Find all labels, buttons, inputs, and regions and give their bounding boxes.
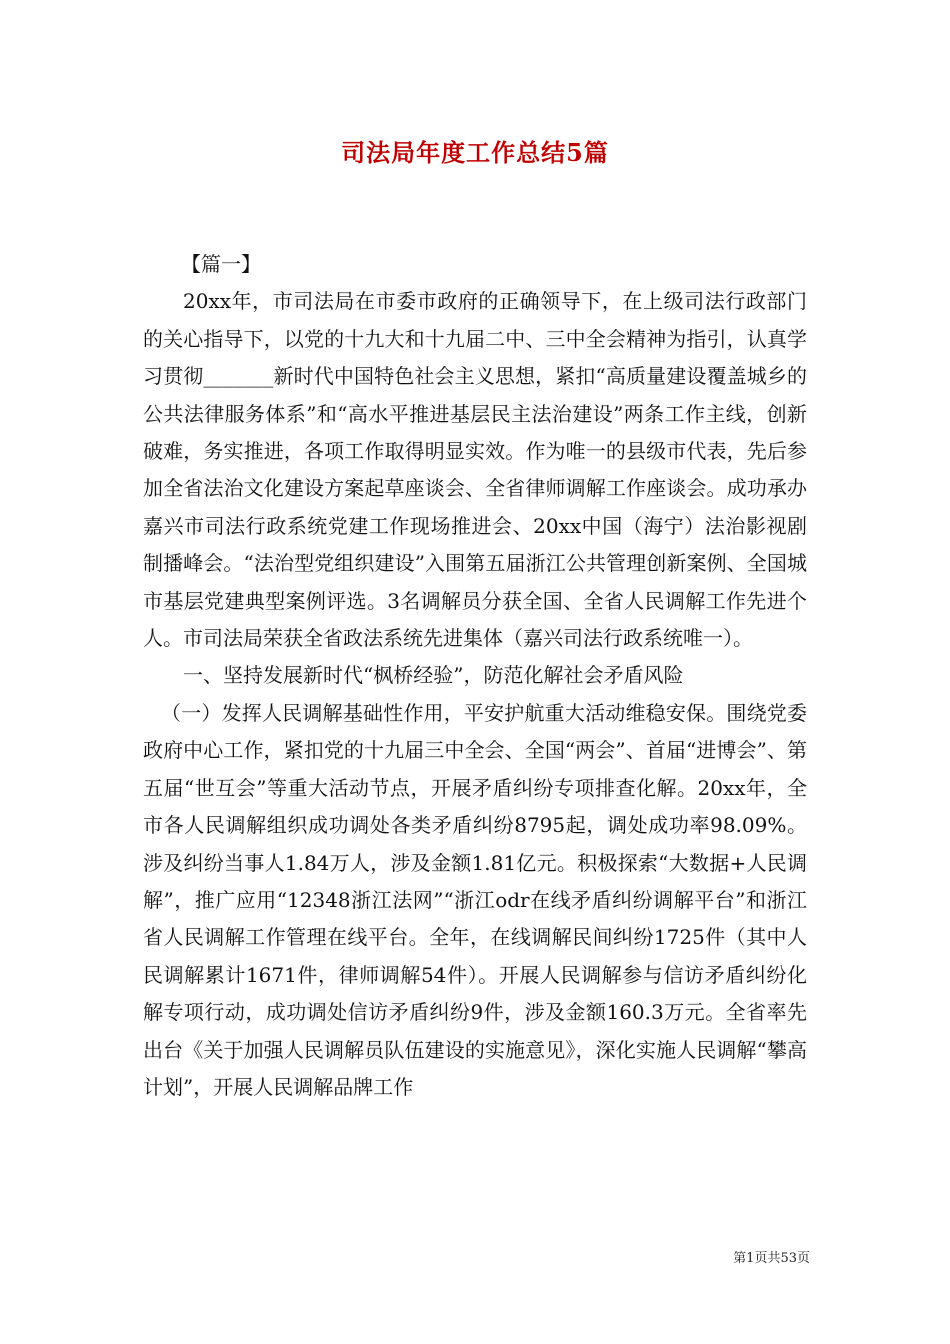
document-body	[143, 246, 807, 1106]
paragraph-intro: 20xx年，市司法局在市委市政府的正确领导下，在上级司法行政部门的关心指导下，以党的十九大和十九届二中、三中全会精神为指引，认真学习贯彻_______新时代中国特色社会主义思想，紧扣“高质量建设覆盖城乡的公共法律服务体系”和“高水平推进基层民主法治建设”两条工作主线，创新破难，务实推进，各项工作取得明显实效。作为唯一的县级市代表，先后参加全省法治文化建设方案起草座谈会、全省律师调解工作座谈会。成功承办嘉兴市司法行政系统党建工作现场推进会、20xx中国（海宁）法治影视剧制播峰会。“法治型党组织建设”入围第五届浙江公共管理创新案例、全国城市基层党建典型案例评选。3名调解员分获全国、全省人民调解工作先进个人。市司法局荣获全省政法系统先进集体（嘉兴司法行政系统唯一）。	[143, 289, 807, 651]
section-heading-1: 一、坚持发展新时代“枫桥经验”，防范化解社会矛盾风险	[183, 663, 684, 688]
page-number: 第1页共53页	[733, 1251, 810, 1266]
document-title: 司法局年度工作总结5篇	[341, 138, 609, 167]
paragraph-mediation: （一）发挥人民调解基础性作用，平安护航重大活动维稳安保。围绕党委政府中心工作，紧扣党的十九届三中全会、全国“两会”、首届“进博会”、第五届“世互会”等重大活动节点，开展矛盾纠纷专项排查化解。20xx年，全市各人民调解组织成功调处各类矛盾纠纷8795起，调处成功率98.09%。涉及纠纷当事人1.84万人，涉及金额1.81亿元。积极探索“大数据+人民调解”，推广应用“12348浙江法网”“浙江odr在线矛盾纠纷调解平台”和浙江省人民调解工作管理在线平台。全年，在线调解民间纠纷1725件（其中人民调解累计1671件，律师调解54件）。开展人民调解参与信访矛盾纠纷化解专项行动，成功调处信访矛盾纠纷9件，涉及金额160.3万元。全省率先出台《关于加强人民调解员队伍建设的实施意见》，深化实施人民调解“攀高计划”，开展人民调解品牌工作	[143, 700, 807, 1099]
section-label: 【篇一】	[181, 252, 261, 276]
